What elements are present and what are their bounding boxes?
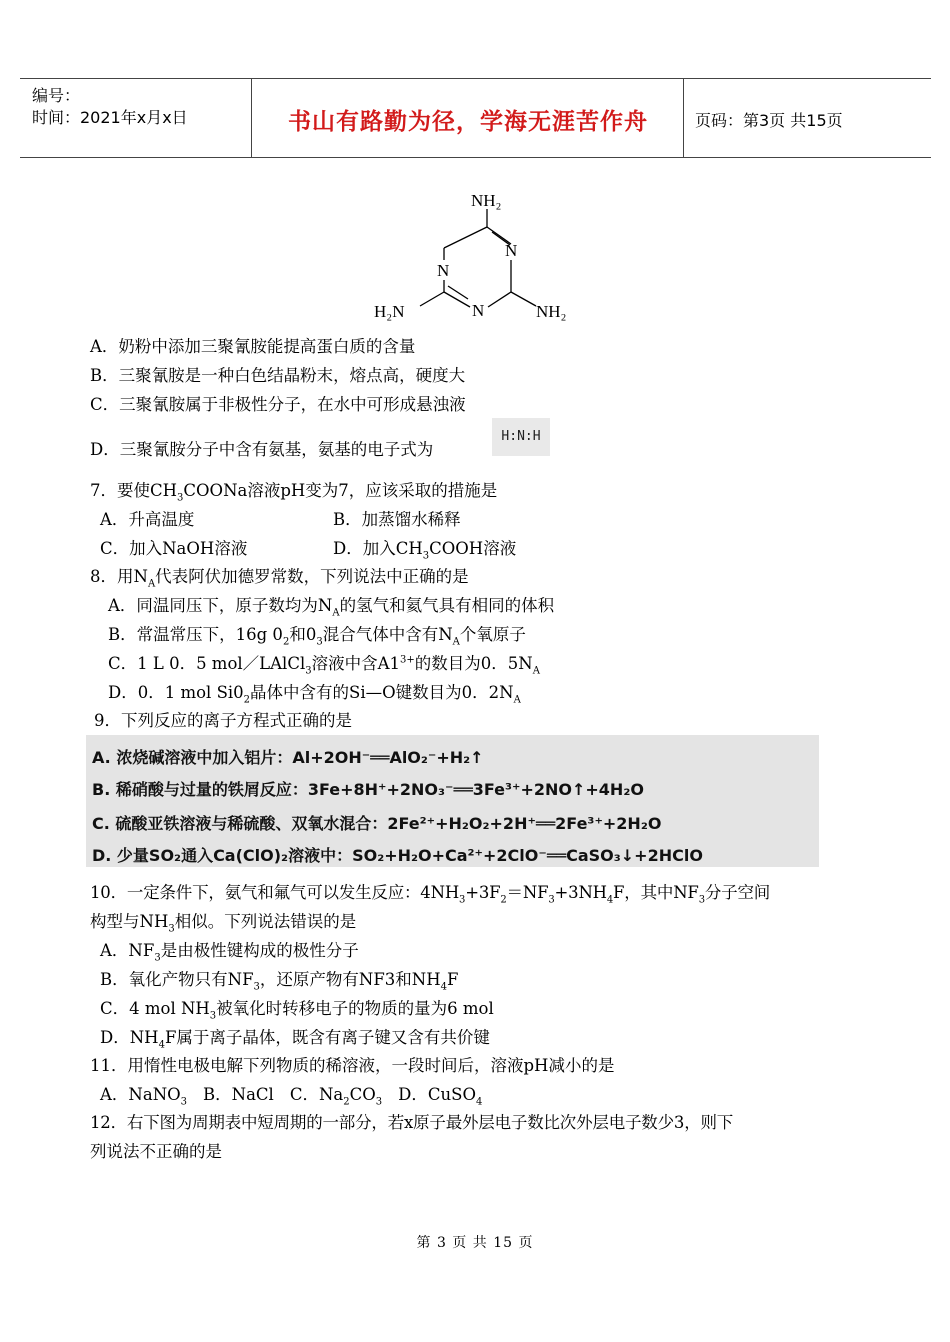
q7-option-b: B．加蒸馏水稀释 <box>333 510 461 529</box>
q6-option-b: B．三聚氰胺是一种白色结晶粉末，熔点高，硬度大 <box>90 366 466 385</box>
q8-option-b: B．常温常压下，16g $0_2$和$0_3$混合气体中含有$N_A$个氧原子 <box>108 625 526 648</box>
q9-stem: 9．下列反应的离子方程式正确的是 <box>94 711 352 730</box>
q8-stem: 8．用$N_A$代表阿伏加德罗常数，下列说法中正确的是 <box>90 567 469 590</box>
q6-option-a: A．奶粉中添加三聚氰胺能提高蛋白质的含量 <box>90 337 416 356</box>
q9-option-b: B. 稀硝酸与过量的铁屑反应：3Fe+8H⁺+2NO₃⁻══3Fe³⁺+2NO↑+4H₂O <box>92 780 644 799</box>
q8-option-d: D．0．1 mol $Si0_2$晶体中含有的Si—O键数目为0．$2N_A$ <box>108 683 521 706</box>
q10-option-b: B．氧化产物只有$NF_3$，还原产物有NF3和$NH_4F$ <box>100 970 459 993</box>
header-divider <box>683 79 684 157</box>
q7-option-d: D．加入$CH_3COOH$溶液 <box>333 539 517 562</box>
q12-stem-line2: 列说法不正确的是 <box>90 1142 222 1161</box>
page-label: 页码：第3页 共15页 <box>695 111 843 130</box>
right-amino: NH₂ <box>536 302 567 321</box>
q7-option-a: A．升高温度 <box>100 510 195 529</box>
q10-option-d: D．$NH_4F$属于离子晶体，既含有离子键又含有共价键 <box>100 1028 490 1051</box>
q11-stem: 11．用惰性电极电解下列物质的稀溶液，一段时间后，溶液pH减小的是 <box>90 1056 615 1075</box>
q10-stem-line2: 构型与$NH_3$相似。下列说法错误的是 <box>90 912 357 935</box>
q12-stem-line1: 12．右下图为周期表中短周期的一部分，若x原子最外层电子数比次外层电子数少3，则下 <box>90 1113 734 1132</box>
ring-n: N <box>505 241 518 260</box>
q8-option-a: A．同温同压下，原子数均为$N_A$的氢气和氦气具有相同的体积 <box>108 596 555 619</box>
q7-stem: 7．要使$CH_3COONa$溶液pH变为7，应该采取的措施是 <box>90 481 498 504</box>
motto: 书山有路勤为径，学海无涯苦作舟 <box>288 109 648 135</box>
q6-option-d: D．三聚氰胺分子中含有氨基，氨基的电子式为 <box>90 440 434 459</box>
amino-electron-formula <box>492 418 550 456</box>
melamine-structure <box>360 182 590 330</box>
q8-option-c: C．1 L 0．5 mol／LAlCl$_3$溶液中含$A1^{3+}$的数目为0．$5N_A$ <box>108 654 540 677</box>
ring-n: N <box>437 261 450 280</box>
time-label: 时间：2021年x月x日 <box>32 108 188 127</box>
q10-option-a: A．$NF_3$是由极性键构成的极性分子 <box>100 941 359 964</box>
q10-stem-line1: 10．一定条件下，氨气和氟气可以发生反应：$4NH_3+3F_2=NF_3+3NH_4F$，其中$NF_3$分子空间 <box>90 883 771 906</box>
left-amino: H₂N <box>374 302 405 321</box>
q11-options: A．NaNO$_3$ B．NaCl C．$Na_2CO_3$ D．CuSO$_4$ <box>100 1085 483 1108</box>
q6-option-c: C．三聚氰胺属于非极性分子，在水中可形成悬浊液 <box>90 395 466 414</box>
ring-n: N <box>472 301 485 320</box>
page-header <box>20 78 931 158</box>
top-amino: NH₂ <box>471 191 502 210</box>
q7-option-c: C．加入NaOH溶液 <box>100 539 248 558</box>
q10-option-c: C．4 mol $NH_3$被氧化时转移电子的物质的量为6 mol <box>100 999 494 1022</box>
q9-option-a: A. 浓烧碱溶液中加入铝片：Al+2OH⁻══AlO₂⁻+H₂↑ <box>92 748 484 767</box>
electron-formula-text: H:N:H <box>501 429 541 444</box>
q9-option-c: C. 硫酸亚铁溶液与稀硫酸、双氧水混合：2Fe²⁺+H₂O₂+2H⁺══2Fe³⁺+2H₂O <box>92 814 662 833</box>
number-label: 编号： <box>32 86 81 105</box>
q9-option-d: D. 少量SO₂通入Ca(ClO)₂溶液中：SO₂+H₂O+Ca²⁺+2ClO⁻══CaSO₃↓+2HClO <box>92 846 703 865</box>
page-footer: 第 3 页 共 15 页 <box>416 1235 534 1251</box>
